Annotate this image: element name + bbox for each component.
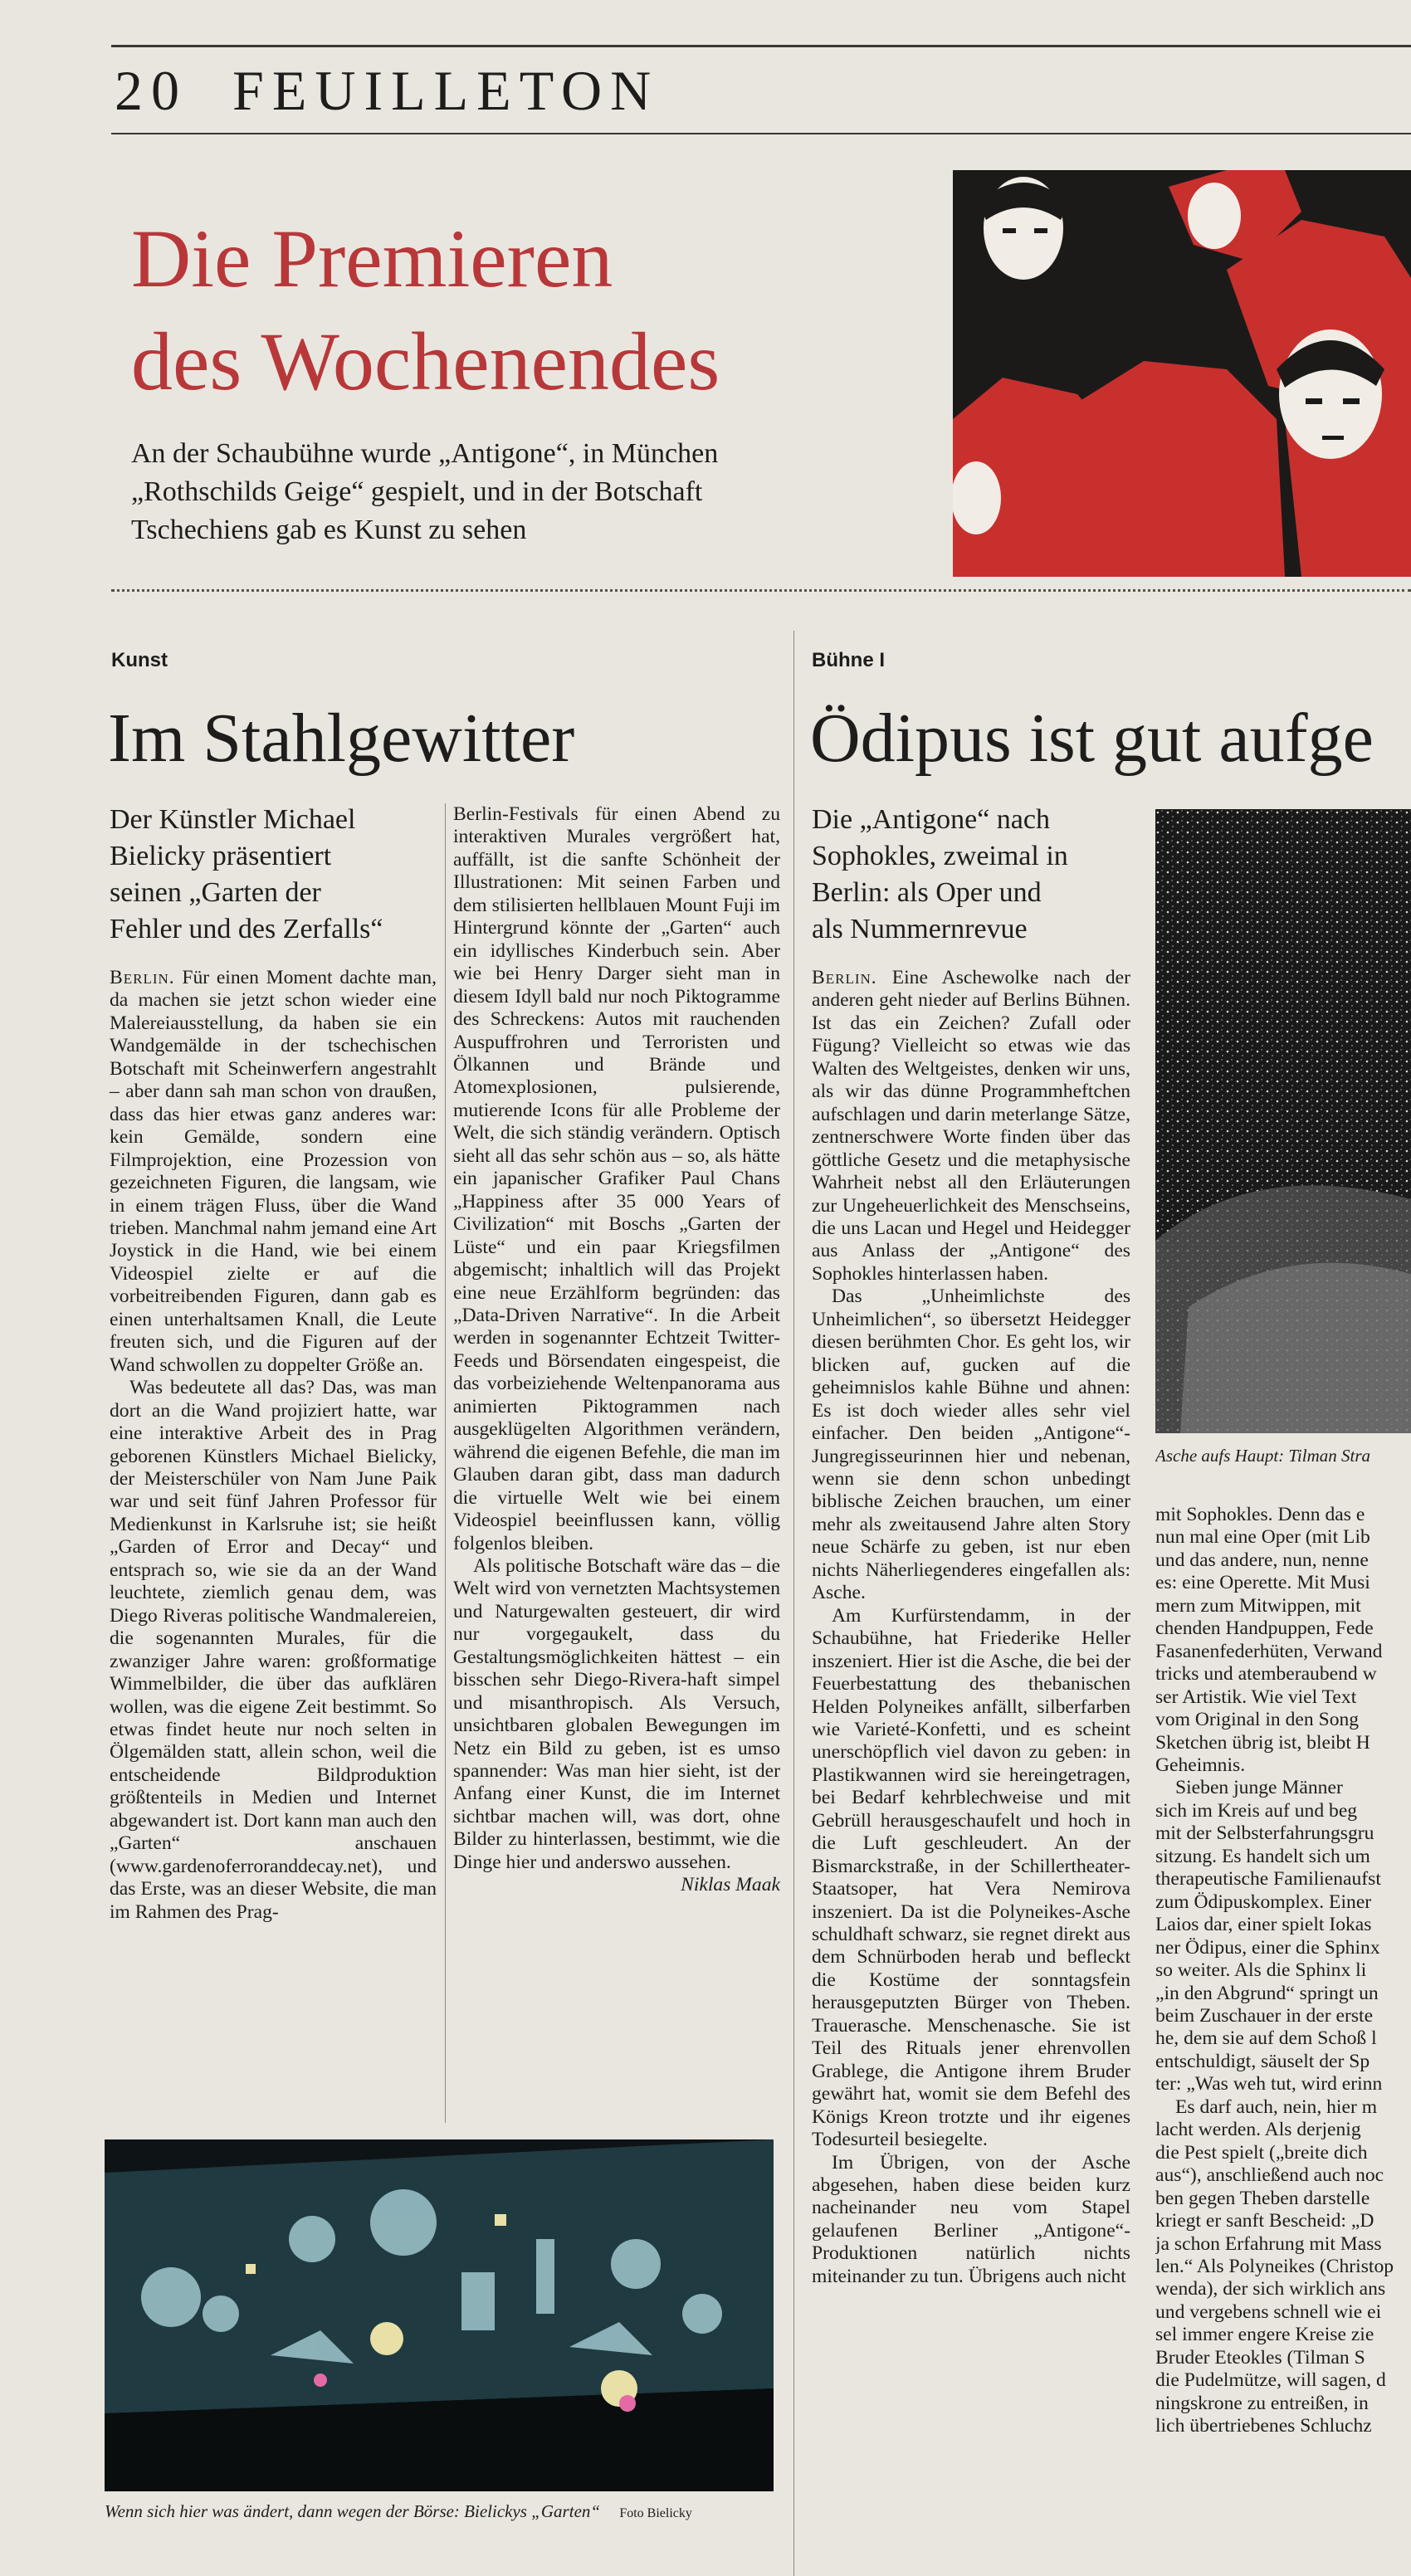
- buehne-line: ner Ödipus, einer die Sphinx: [1155, 1936, 1380, 1959]
- buehne-line: Geheimnis.: [1155, 1754, 1246, 1776]
- hero-divider: [111, 589, 1411, 592]
- buehne-line: nun mal eine Oper (mit Lib: [1155, 1526, 1370, 1549]
- page-header: [115, 58, 659, 124]
- dateline: Berlin.: [110, 967, 175, 988]
- buehne-line: ningskrone zu entreißen, in: [1155, 2392, 1369, 2414]
- buehne-line: vom Original in den Song: [1155, 1709, 1360, 1731]
- buehne-line: sitzung. Es handelt sich um: [1155, 1845, 1370, 1867]
- photo-credit: Foto Bielicky: [619, 2506, 692, 2520]
- buehne-line: kriegt er sanft Bescheid: „D: [1155, 2210, 1374, 2232]
- buehne-line: Bruder Eteokles (Tilman S: [1155, 2346, 1365, 2369]
- buehne-line: mern zum Mitwippen, mit: [1155, 1594, 1361, 1617]
- buehne-line: es: eine Operette. Mit Musi: [1155, 1572, 1370, 1594]
- photo-caption-buehne: Asche aufs Haupt: Tilman Stra: [1155, 1446, 1371, 1466]
- kunst-paragraph-3: Berlin-Festivals für einen Abend zu interaktiven Murales vergrößert hat, auffällt, ist die sanfte Schönheit der Illustrationen: Mit seinen Farben und dem stilisierten hellblauen Mount Fuji im Hintergrund könnte der „Garten“ auch ein idyllisches Kinderbuch sein. Aber wie bei Henry Darger sieht man in diesem Idyll bald nur noch Piktogramme des Schreckens: Autos mit rauchenden Auspuffrohren und Terroristen und Ölkannen und Brände und Atomexplosionen, pulsierende, mutierende Icons für alle Probleme der Welt, die sich ständig verändern. Optisch sieht all das sehr schön aus – so, als hätte ein japanischer Grafiker Paul Chans „Happiness after 35 000 Years of Civilization“ mit Boschs „Garten der Lüste“ und ein paar Kriegsfilmen abgemischt; inhaltlich will das Projekt eine neue Erzählform begründen: das „Data-Driven Narrative“. In die Arbeit werden in sogenannter Echtzeit Twitter-Feeds und Börsendaten eingespeist, die das vorbeiziehende Weltenpanorama aus animierten Piktogrammen nach ausgeklügelten Algorithmen verändern, während die eigenen Befehle, die man im Glauben daran gibt, dass man dadurch die virtuelle Welt wie bei einem Videospiel beeinflussen kann, völlig folgenlos bleiben.: [453, 803, 780, 1554]
- kunst-paragraph-4: Als politische Botschaft wäre das – die Welt wird von vernetzten Machtsystemen und Naturgewalten gesteuert, dir wird nur vorgegaukelt, dass du Gestaltungsmöglichkeiten hättest – ein bisschen sehr Diego-Rivera-haft simpel und misanthropisch. Als Versuch, unsichtbaren globalen Bewegungen im Netz ein Bild zu geben, ist es umso spannender: Was man hier sieht, ist der Anfang einer Kunst, die im Internet sichtbar machen will, was dort, ohne Bilder zu hinterlassen, bestimmt, wie die Dinge hier und anderswo aussehen.: [453, 1554, 780, 1873]
- buehne-line: ja schon Erfahrung mit Mass: [1155, 2232, 1382, 2255]
- photo-caption-kunst: Wenn sich hier was ändert, dann wegen der Börse: Bielickys „Garten“ Foto Bielicky: [105, 2501, 692, 2521]
- ash-stage-photo: [1155, 809, 1411, 1433]
- buehne-line: Sieben junge Männer: [1175, 1777, 1343, 1799]
- kunst-column-1: [110, 967, 437, 1924]
- top-rule: [111, 45, 1411, 47]
- buehne-line: die Pudelmütze, will sagen, d: [1155, 2369, 1386, 2392]
- deck-kunst: Der Künstler Michael Bielicky präsentiert seinen „Garten der Fehler und des Zerfalls“: [110, 804, 383, 944]
- header-rule: [111, 133, 1411, 134]
- buehne-line: mit Sophokles. Denn das e: [1155, 1504, 1365, 1525]
- buehne-line: und vergebens schnell wie ei: [1155, 2300, 1382, 2323]
- buehne-line: he, dem sie auf dem Schoß l: [1155, 2027, 1377, 2050]
- buehne-line: Sketchen übrig ist, bleibt H: [1155, 1731, 1370, 1754]
- buehne-paragraph-1: Berlin. Eine Aschewolke nach der anderen geht nieder auf Berlins Bühnen. Ist das ein Zeichen? Zufall oder Fügung? Vielleicht so etwas wie das Walten des Weltgeistes, denken wir uns, als wir das dünne Programmheftchen aufschlagen und darin meterlange Sätze, zentnerschwere Worte finden über das göttliche Gesetz und die metaphysische Wahrheit nebst all den Erläuterungen zur Ungeheuerlichkeit des Menschseins, die uns Lacan und Hegel und Heidegger aus Anlass der „Antigone“ des Sophokles hinterlassen haben.: [812, 967, 1130, 1285]
- hero-title: Die Premieren des Wochenendes: [131, 212, 720, 407]
- garden-projection-photo: [105, 2139, 774, 2491]
- page-number: 20: [115, 59, 188, 122]
- section-label-buehne: Bühne I: [812, 649, 885, 671]
- department-title: FEUILLETON: [232, 59, 660, 122]
- buehne-line: ter: „Was weh tut, wird erinn: [1155, 2073, 1383, 2095]
- column-rule: [445, 803, 446, 2123]
- section-label-kunst: Kunst: [111, 649, 168, 671]
- kunst-column-2: [453, 803, 780, 1897]
- buehne-line: so weiter. Als die Sphinx li: [1155, 1959, 1367, 1982]
- buehne-line: Es darf auch, nein, hier m: [1175, 2095, 1378, 2118]
- buehne-line: ben gegen Theben darstelle: [1155, 2187, 1370, 2209]
- buehne-line: „in den Abgrund“ springt un: [1155, 1982, 1379, 2004]
- buehne-column-2: [1155, 1504, 1411, 2438]
- kunst-paragraph-1: Berlin. Für einen Moment dachte man, da machen sie jetzt schon wieder eine Malereiausstellung, da haben sie ein Wandgemälde in der tschechischen Botschaft mit Scheinwerfern angestrahlt – aber dann sah man schon von draußen, dass das hier etwas ganz anderes war: kein Gemälde, sondern eine Filmprojektion, eine Prozession von gezeichneten Figuren, die langsam, wie in einem trägen Fluss, über die Wand trieben. Manchmal nahm jemand eine Art Joystick in die Hand, wie bei einem Videospiel zielte er auf die vorbeitreibenden Figuren, dann gab es einen unterhaltsamen Knall, die Leute freuten sich, und die Figuren auf der Wand schwollen zu doppelter Größe an.: [110, 967, 437, 1376]
- buehne-line: lich übertriebenes Schluchz: [1155, 2415, 1372, 2437]
- buehne-line: ser Artistik. Wie viel Text: [1155, 1686, 1357, 1708]
- buehne-line: therapeutische Familienaufst: [1155, 1868, 1381, 1891]
- buehne-line: entschuldigt, säuselt der Sp: [1155, 2050, 1370, 2072]
- buehne-line: chenden Handpuppen, Fede: [1155, 1617, 1374, 1640]
- buehne-line: Laios dar, einer spielt Iokas: [1155, 1914, 1372, 1936]
- headline-stahlgewitter: Im Stahlgewitter: [108, 700, 575, 777]
- buehne-line: mit der Selbsterfahrungsgru: [1155, 1822, 1374, 1845]
- buehne-paragraph-4: Im Übrigen, von der Asche abgesehen, haben diese beiden kurz nacheinander neu vom Stapel gelaufenen Berliner „Antigone“-Produktionen natürlich nichts miteinander zu tun. Übrigens auch nicht: [812, 2151, 1130, 2287]
- buehne-line: beim Zuschauer in der erste: [1155, 2004, 1374, 2027]
- poster-illustration: [953, 170, 1411, 577]
- buehne-line: und das andere, nun, nenne: [1155, 1549, 1369, 1571]
- buehne-line: wenda), der sich wirklich ans: [1155, 2278, 1386, 2300]
- author-byline: Niklas Maak: [681, 1874, 780, 1896]
- headline-oedipus: Ödipus ist gut aufge: [810, 700, 1374, 777]
- buehne-line: sel immer engere Kreise zie: [1155, 2324, 1374, 2346]
- buehne-line: die Pest spielt („breite dich: [1155, 2141, 1368, 2164]
- buehne-column-1: [812, 967, 1130, 2288]
- kunst-paragraph-2: Was bedeutete all das? Das, was man dort an die Wand projiziert hatte, war eine interaktive Arbeit des in Prag geborenen Künstlers Michael Bielicky, der Meisterschüler von Nam June Paik war und seit fünf Jahren Professor für Medienkunst in Karlsruhe ist; sie heißt „Garden of Error and Decay“ und entsprach so, wie sie da an der Wand leuchtete, ziemlich genau dem, was Diego Riveras politische Wandmalereien, die sogenannten Murales, für die zwanziger Jahre waren: großformatige Wimmelbilder, die über das aufklären wollen, was die eigene Zeit bestimmt. So etwas findet heute nur noch selten in Ölgemälden statt, allein schon, weil die entscheidende Bildproduktion größtenteils in Medien und Internet abgewandert ist. Dort kann man auch den „Garten“ anschauen (www.gardenoferroranddecay.net), und das Erste, was an dieser Website, die man im Rahmen des Prag-: [110, 1377, 437, 1923]
- buehne-paragraph-2: Das „Unheimlichste des Unheimlichen“, so übersetzt Heidegger diesen berühmten Chor. Es geht los, wir blicken auf, gucken auf die geheimnislos kahle Bühne und ahnen: Es ist doch wieder alles sehr viel einfacher. Den beiden „Antigone“-Jungregisseurinnen hier und nebenan, wenn sie denn schon unbedingt biblische Zeichen brauchen, um einer mehr als zweitausend Jahre alten Story neue Schärfe zu geben, ist nur eben nichts Näherliegenderes eingefallen als: Asche.: [812, 1286, 1130, 1604]
- buehne-line: tricks und atemberaubend w: [1155, 1663, 1377, 1686]
- article-divider: [793, 631, 794, 2576]
- deck-buehne: Die „Antigone“ nach Sophokles, zweimal in Berlin: als Oper und als Nummernrevue: [812, 804, 1068, 944]
- buehne-line: aus“), anschließend auch noc: [1155, 2164, 1384, 2187]
- buehne-line: lacht werden. Als derjenig: [1155, 2119, 1361, 2141]
- buehne-paragraph-3: Am Kurfürstendamm, in der Schaubühne, hat Friederike Heller inszeniert. Hier ist die Asche, die bei der Feuerbestattung des thebanischen Helden Polyneikes anfällt, silberfarben wie Varieté-Konfetti, und es scheint unerschöpflich viel davon zu geben: in Plastikwannen wird sie hereingetragen, bei Bedarf kehrblechweise und mit Gebrüll herausgeschaufelt und hoch in die Luft geschleudert. An der Bismarckstraße, in der Schillertheater-Staatsoper, hat Vera Nemirova inszeniert. Da ist die Polyneikes-Asche schuldhaft schwarz, sie regnet direkt aus dem Schnürboden herab und befleckt die Kostüme der sonntagsfein herausgeputzten Bürger von Theben. Trauerasche. Menschenasche. Sie ist Teil des Rituals jener ehrenvollen Grablege, die Antigone ihrem Bruder gewährt hat, womit sie dem Befehl des Königs Kreon trotzte und ihr eigenes Todesurteil besiegelte.: [812, 1604, 1130, 2151]
- buehne-line: len.“ Als Polyneikes (Christop: [1155, 2255, 1394, 2277]
- buehne-line: zum Ödipuskomplex. Einer: [1155, 1891, 1372, 1913]
- buehne-line: sich im Kreis auf und beg: [1155, 1799, 1358, 1822]
- hero-subtitle: An der Schaubühne wurde „Antigone“, in München „Rothschilds Geige“ gespielt, und in der Botschaft Tschechiens gab es Kunst zu sehen: [131, 438, 719, 545]
- buehne-line: Fasanenfederhüten, Verwand: [1155, 1640, 1383, 1662]
